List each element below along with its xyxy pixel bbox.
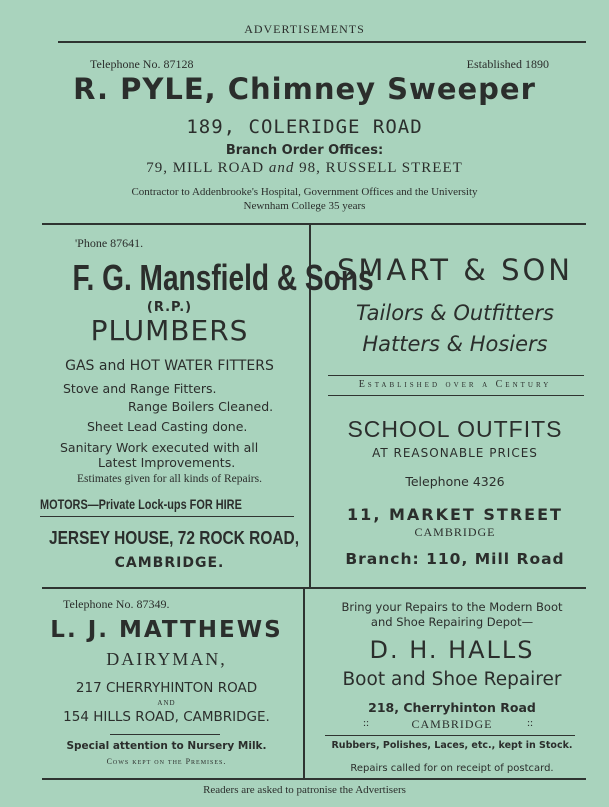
bottom-divider — [42, 778, 586, 780]
page-header: ADVERTISEMENTS — [244, 22, 365, 36]
pyle-branch-right: 98, RUSSELL STREET — [299, 160, 463, 176]
mansfield-trade: PLUMBERS — [90, 314, 249, 347]
smart-ad — [311, 225, 599, 587]
header-rule — [58, 41, 586, 43]
mansfield-motors: MOTORS—Private Lock-ups FOR HIRE — [40, 496, 242, 512]
mansfield-motors-rule — [40, 516, 294, 517]
smart-hatters: Hatters & Hosiers — [362, 332, 548, 356]
smart-rule-bottom — [328, 395, 584, 396]
mansfield-phone: 'Phone 87641. — [75, 236, 144, 250]
mansfield-address: JERSEY HOUSE, 72 ROCK ROAD, — [49, 528, 300, 548]
halls-name: D. H. HALLS — [369, 636, 535, 664]
halls-trade: Boot and Shoe Repairer — [342, 669, 562, 690]
mansfield-gas: GAS and HOT WATER FITTERS — [65, 358, 274, 374]
halls-town-mark-right: :: — [527, 717, 534, 729]
matthews-address2: 154 HILLS ROAD, CAMBRIDGE. — [63, 709, 270, 725]
halls-bring1: Bring your Repairs to the Modern Boot — [341, 600, 563, 614]
pyle-established: Established 1890 — [466, 57, 549, 71]
mansfield-town: CAMBRIDGE. — [114, 555, 225, 571]
matthews-rule — [110, 734, 220, 735]
page-footer: Readers are asked to patronise the Advertisers — [203, 784, 406, 796]
smart-address: 11, MARKET STREET — [347, 505, 563, 524]
halls-rule — [325, 735, 575, 736]
smart-town: CAMBRIDGE — [414, 525, 496, 539]
halls-stock: Rubbers, Polishes, Laces, etc., kept in Stock. — [331, 740, 573, 751]
smart-tailors: Tailors & Outfitters — [356, 301, 554, 325]
mansfield-sanitary1: Sanitary Work executed with all — [60, 440, 259, 455]
halls-town: CAMBRIDGE — [411, 717, 493, 731]
mansfield-sheet: Sheet Lead Casting done. — [87, 419, 248, 434]
mansfield-sanitary2: Latest Improvements. — [98, 455, 236, 470]
smart-school: SCHOOL OUTFITS — [347, 416, 563, 442]
matthews-ad — [30, 589, 303, 778]
matthews-address1: 217 CHERRYHINTON ROAD — [75, 680, 258, 696]
pyle-telephone: Telephone No. 87128 — [90, 57, 194, 71]
matthews-trade: DAIRYMAN, — [106, 649, 227, 669]
matthews-and: AND — [157, 699, 176, 707]
pyle-contractor-line2: Newnham College 35 years — [243, 200, 366, 212]
smart-branch: Branch: 110, Mill Road — [345, 550, 565, 568]
smart-name: SMART & SON — [337, 253, 573, 287]
smart-prices: AT REASONABLE PRICES — [372, 446, 538, 460]
smart-telephone: Telephone 4326 — [405, 474, 505, 489]
smart-established: Established over a Century — [358, 379, 552, 390]
smart-rule-top — [328, 375, 584, 376]
pyle-branch-offices — [0, 160, 609, 177]
matthews-name: L. J. MATTHEWS — [50, 617, 283, 643]
halls-bring2: and Shoe Repairing Depot— — [370, 615, 534, 629]
pyle-branch-and: and — [268, 160, 295, 176]
mansfield-name: F. G. Mansfield & Sons — [72, 257, 374, 298]
mansfield-stove: Stove and Range Fitters. — [63, 381, 217, 396]
matthews-telephone: Telephone No. 87349. — [63, 597, 170, 611]
pyle-branch-heading: Branch Order Offices: — [225, 143, 384, 158]
pyle-contractor-line1: Contractor to Addenbrooke's Hospital, Government Offices and the University — [131, 186, 478, 198]
halls-town-mark-left: :: — [363, 717, 370, 729]
mansfield-rp: (R.P.) — [146, 300, 193, 315]
halls-address: 218, Cherryhinton Road — [368, 700, 536, 715]
pyle-name: R. PYLE, Chimney Sweeper — [73, 72, 536, 106]
mansfield-estimates: Estimates given for all kinds of Repairs. — [77, 473, 262, 485]
halls-postcard: Repairs called for on receipt of postcard. — [350, 763, 554, 774]
mansfield-range: Range Boilers Cleaned. — [128, 399, 274, 414]
pyle-address: 189, COLERIDGE ROAD — [186, 116, 423, 138]
matthews-cows: Cows kept on the Premises. — [106, 757, 227, 766]
mansfield-ad — [30, 225, 374, 587]
matthews-special: Special attention to Nursery Milk. — [66, 740, 267, 752]
pyle-branch-left: 79, MILL ROAD — [146, 160, 265, 176]
halls-ad — [305, 589, 599, 778]
